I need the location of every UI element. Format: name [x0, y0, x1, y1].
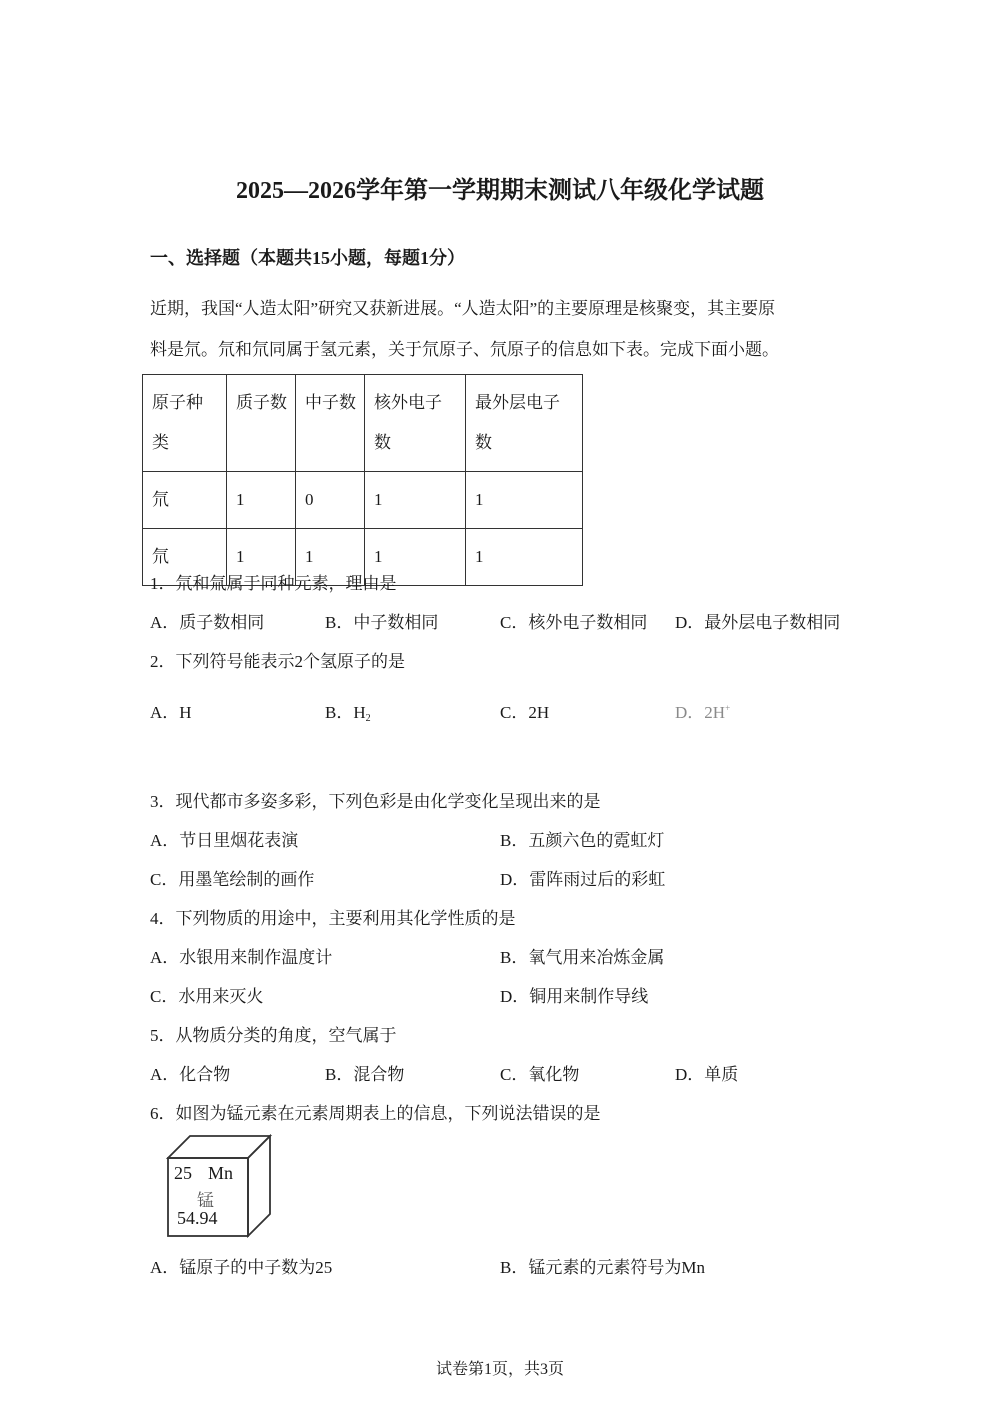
element-atomic-number: 25	[174, 1163, 192, 1183]
question-2-option-a[interactable]: A．H	[150, 703, 192, 722]
element-symbol: Mn	[208, 1163, 234, 1183]
table-cell: 1	[365, 472, 466, 529]
question-5-option-c[interactable]: C．氧化物	[500, 1065, 580, 1084]
table-cell: 1	[365, 529, 466, 586]
question-4-option-d[interactable]: D．铜用来制作导线	[500, 987, 649, 1006]
question-2-option-d[interactable]	[675, 698, 730, 723]
table-cell: 1	[466, 529, 583, 586]
question-1-option-a[interactable]: A．质子数相同	[150, 613, 265, 632]
question-4-option-a[interactable]: A．水银用来制作温度计	[150, 948, 333, 967]
table-header-cell: 核外电子数	[365, 375, 466, 472]
question-3-option-a[interactable]: A．节日里烟花表演	[150, 831, 299, 850]
question-1-option-c[interactable]: C．核外电子数相同	[500, 613, 648, 632]
intro-line-1: 近期，我国“人造太阳”研究又获新进展。“人造太阳”的主要原理是核聚变，其主要原	[150, 299, 776, 318]
atom-info-table	[142, 374, 583, 586]
table-header-cell: 中子数	[296, 375, 365, 472]
option-text: B．H	[325, 703, 366, 722]
table-cell: 氘	[143, 529, 227, 586]
superscript: +	[725, 703, 731, 713]
question-3-option-d[interactable]: D．雷阵雨过后的彩虹	[500, 870, 666, 889]
question-5-option-b[interactable]: B．混合物	[325, 1065, 405, 1084]
table-cell: 1	[296, 529, 365, 586]
question-5-option-d[interactable]: D．单质	[675, 1065, 739, 1084]
table-header-cell: 质子数	[227, 375, 296, 472]
cube-top-face	[168, 1136, 270, 1158]
question-2-option-b[interactable]	[325, 698, 371, 724]
element-atomic-mass: 54.94	[177, 1208, 218, 1228]
table-row	[143, 472, 583, 529]
question-4-option-b[interactable]: B．氧气用来冶炼金属	[500, 948, 665, 967]
table-cell: 1	[466, 472, 583, 529]
question-3-option-c[interactable]: C．用墨笔绘制的画作	[150, 870, 315, 889]
question-5-stem: 5．从物质分类的角度，空气属于	[150, 1026, 397, 1045]
section-heading: 一、选择题（本题共15小题，每题1分）	[150, 248, 465, 268]
table-header-cell: 最外层电子数	[466, 375, 583, 472]
element-name: 锰	[197, 1191, 214, 1210]
question-5-option-a[interactable]: A．化合物	[150, 1065, 231, 1084]
question-1-option-d[interactable]: D．最外层电子数相同	[675, 613, 841, 632]
intro-line-2: 料是氘。氘和氘同属于氢元素，关于氘原子、氘原子的信息如下表。完成下面小题。	[150, 340, 779, 359]
table-cell: 1	[227, 472, 296, 529]
question-3-stem: 3．现代都市多姿多彩，下列色彩是由化学变化呈现出来的是	[150, 792, 601, 811]
page-footer: 试卷第1页，共3页	[435, 1361, 564, 1378]
question-4-option-c[interactable]: C．水用来灭火	[150, 987, 264, 1006]
question-2-stem: 2．下列符号能表示2个氢原子的是	[150, 652, 405, 671]
question-2-option-c[interactable]: C．2H	[500, 703, 550, 722]
cube-side-face	[248, 1136, 270, 1236]
page-title: 2025—2026学年第一学期期末测试八年级化学试题	[236, 178, 764, 204]
table-cell: 氘	[143, 472, 227, 529]
table-cell: 1	[227, 529, 296, 586]
question-4-stem: 4．下列物质的用途中，主要利用其化学性质的是	[150, 909, 516, 928]
table-header-row	[143, 375, 583, 472]
option-text: D．2H	[675, 703, 726, 722]
question-3-option-b[interactable]: B．五颜六色的霓虹灯	[500, 831, 665, 850]
table-cell: 0	[296, 472, 365, 529]
question-1-stem: 1．氘和氚属于同种元素，理由是	[150, 574, 397, 593]
subscript: 2	[365, 713, 371, 724]
question-1-option-b[interactable]: B．中子数相同	[325, 613, 439, 632]
question-6-option-a[interactable]: A．锰原子的中子数为25	[150, 1258, 333, 1277]
table-header-cell: 原子种类	[143, 375, 227, 472]
question-6-stem: 6．如图为锰元素在元素周期表上的信息，下列说法错误的是	[150, 1104, 601, 1123]
question-6-option-b[interactable]: B．锰元素的元素符号为Mn	[500, 1258, 705, 1277]
